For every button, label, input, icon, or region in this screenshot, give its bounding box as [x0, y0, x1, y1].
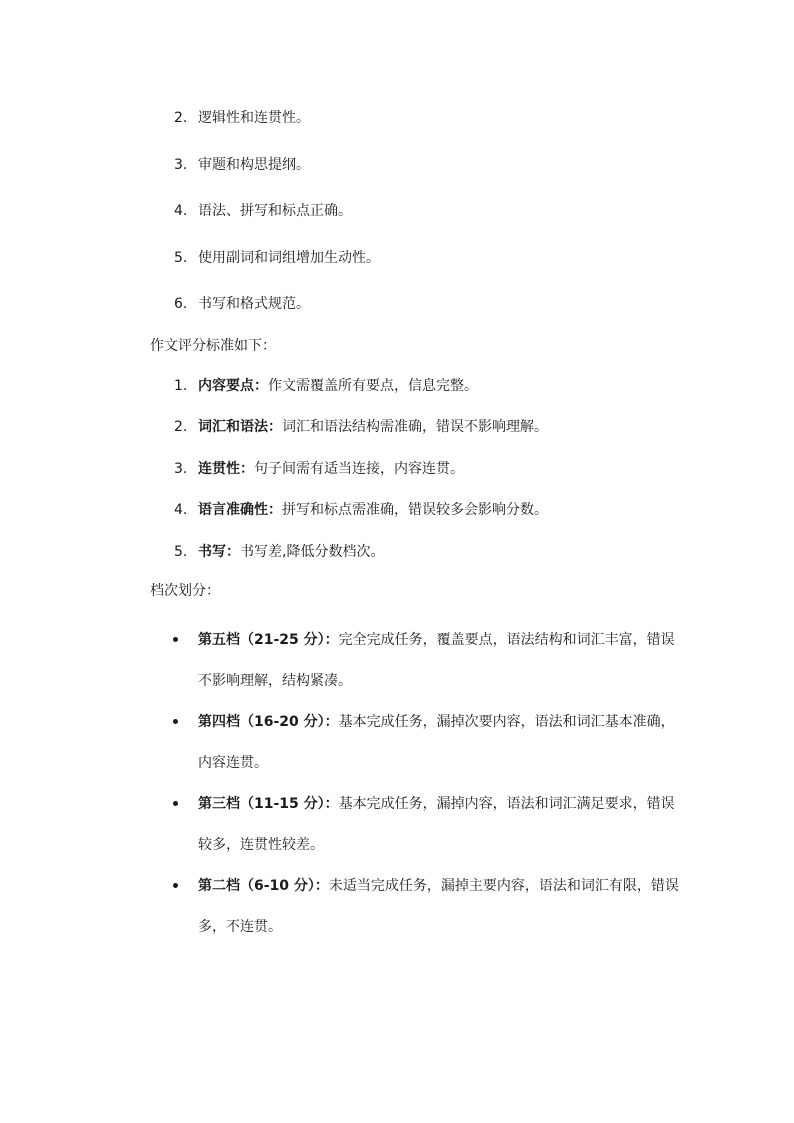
list-item [150, 413, 680, 441]
bullet-icon [173, 883, 178, 888]
list-item [150, 784, 680, 866]
level-term: 第四档（16-20 分）： [198, 714, 339, 730]
list-item [150, 455, 680, 483]
criteria-term: 词汇和语法： [198, 419, 282, 435]
list-item [150, 372, 680, 400]
bullet-icon [173, 637, 178, 642]
criteria-list [150, 372, 680, 566]
document-content [150, 104, 680, 948]
list-number: 2. [174, 110, 188, 126]
level-term: 第三档（11-15 分）： [198, 796, 339, 812]
criteria-text: 作文需覆盖所有要点，信息完整。 [268, 377, 478, 394]
list-number: 5. [174, 249, 188, 266]
level-term: 第五档（21-25 分）： [198, 632, 339, 648]
levels-heading: 档次划分： [150, 583, 220, 599]
level-text: 完全完成任务，覆盖要点，语法结构和词汇丰富，错误不影响理解，结构紧凑。 [198, 632, 675, 689]
levels-list [150, 620, 680, 948]
level-text: 基本完成任务，漏掉内容，语法和词汇满足要求，错误较多，连贯性较差。 [198, 796, 675, 853]
list-item [150, 290, 680, 318]
criteria-heading: 作文评分标准如下： [150, 337, 276, 354]
list-number: 6. [174, 296, 188, 312]
criteria-term: 连贯性： [198, 460, 254, 477]
list-item [150, 104, 680, 132]
list-number: 3. [174, 460, 188, 477]
list-text: 语法、拼写和标点正确。 [198, 203, 352, 219]
list-item [150, 197, 680, 225]
criteria-text: 词汇和语法结构需准确，错误不影响理解。 [282, 419, 548, 435]
list-text: 使用副词和词组增加生动性。 [198, 249, 380, 266]
skills-list [150, 104, 680, 318]
criteria-text: 书写差,降低分数档次。 [240, 543, 385, 560]
level-term: 第二档（6-10 分）： [198, 878, 329, 894]
list-item [150, 151, 680, 179]
list-item [150, 620, 680, 702]
list-item [150, 866, 680, 948]
list-number: 1. [174, 377, 188, 394]
criteria-term: 内容要点： [198, 377, 268, 394]
list-number: 3. [174, 156, 188, 173]
level-text: 基本完成任务，漏掉次要内容，语法和词汇基本准确，内容连贯。 [198, 714, 675, 771]
bullet-icon [173, 801, 178, 806]
list-number: 5. [174, 543, 188, 560]
list-item [150, 496, 680, 524]
list-number: 4. [174, 203, 188, 219]
criteria-term: 书写： [198, 543, 240, 560]
list-number: 4. [174, 502, 188, 518]
criteria-text: 句子间需有适当连接，内容连贯。 [254, 460, 464, 477]
list-text: 书写和格式规范。 [198, 296, 310, 312]
list-number: 2. [174, 419, 188, 435]
criteria-term: 语言准确性： [198, 502, 282, 518]
list-item [150, 244, 680, 272]
list-text: 审题和构思提纲。 [198, 156, 310, 173]
list-text: 逻辑性和连贯性。 [198, 110, 310, 126]
criteria-text: 拼写和标点需准确，错误较多会影响分数。 [282, 502, 548, 518]
level-text: 未适当完成任务，漏掉主要内容，语法和词汇有限，错误多，不连贯。 [198, 878, 679, 935]
bullet-icon [173, 719, 178, 724]
list-item [150, 538, 680, 566]
list-item [150, 702, 680, 784]
